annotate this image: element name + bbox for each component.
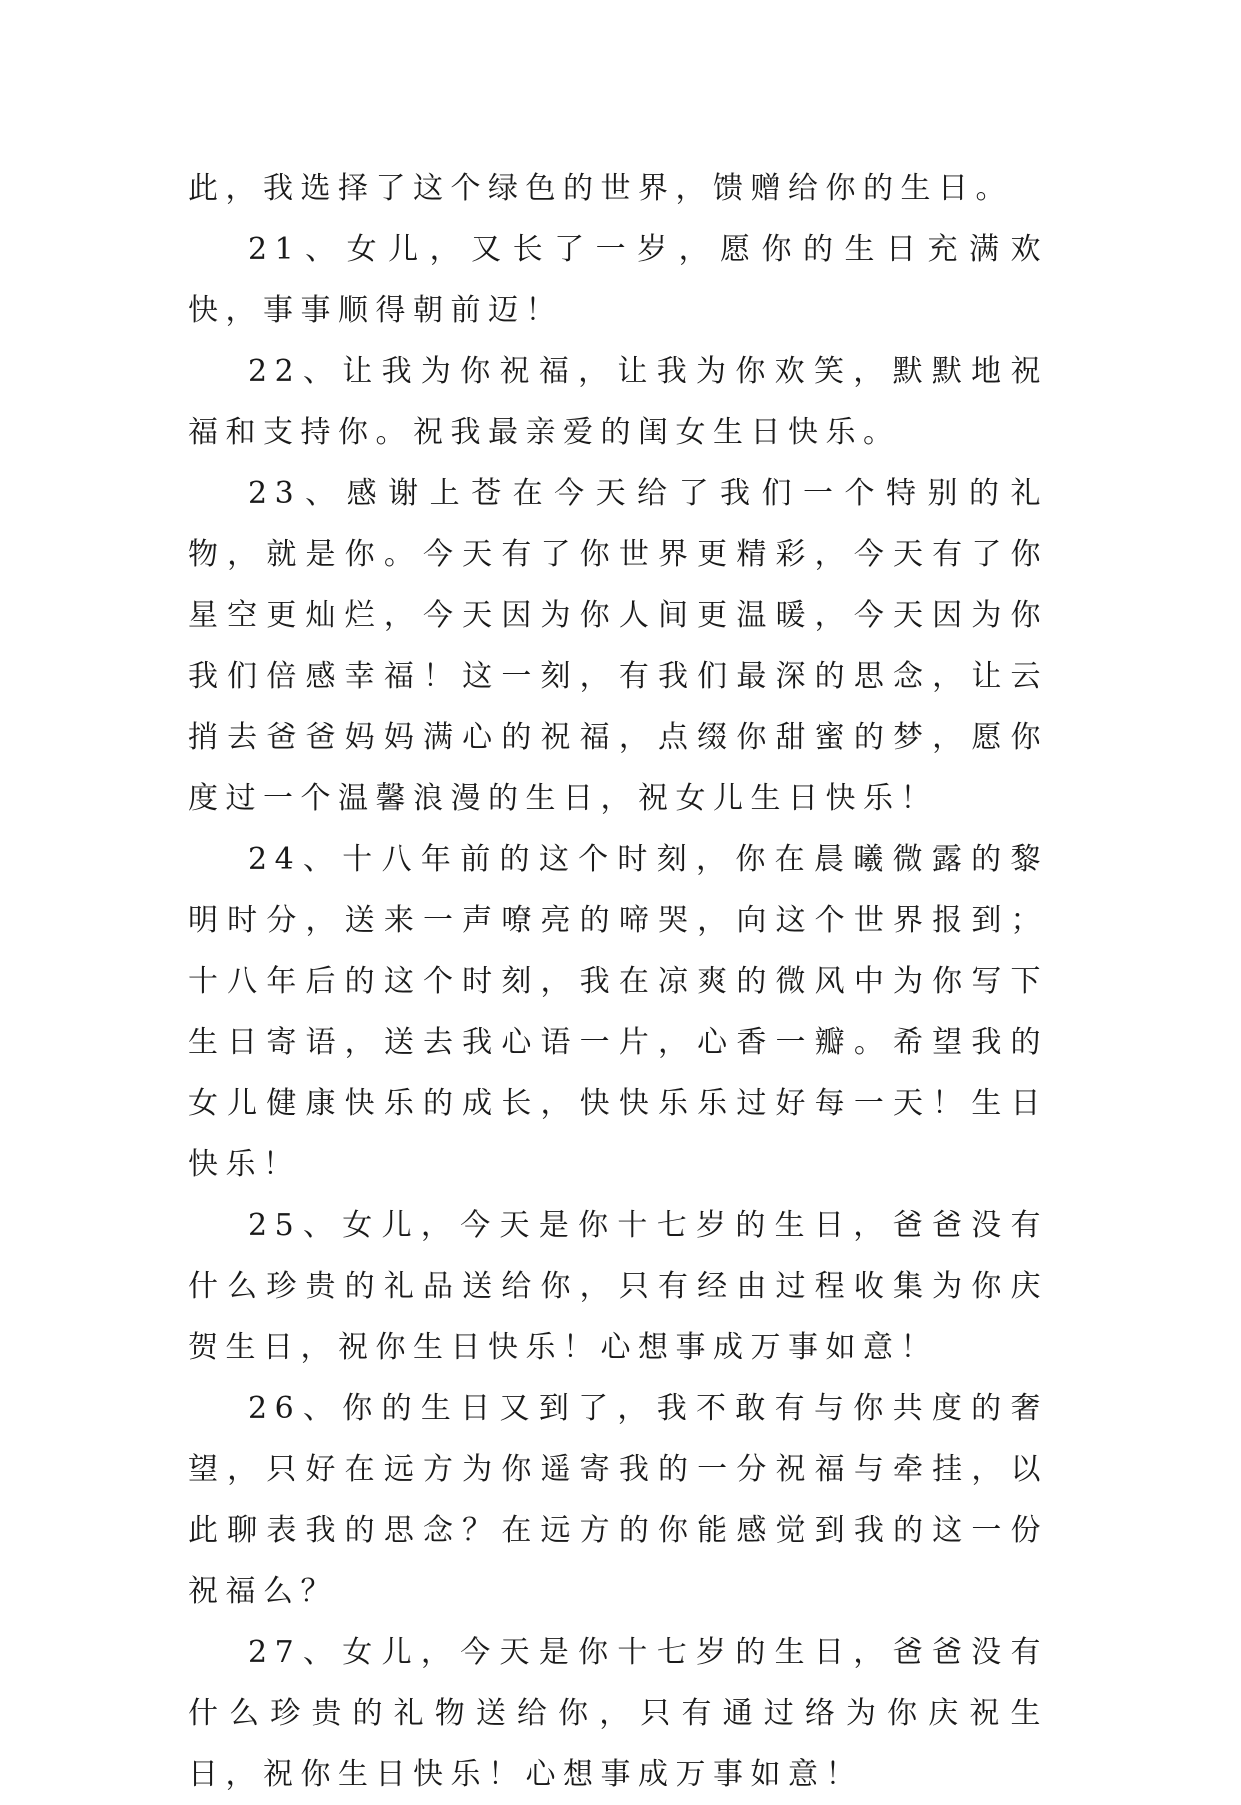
paragraph-26: 26、你的生日又到了，我不敢有与你共度的奢望，只好在远方为你遥寄我的一分祝福与牵挂，以此聊表我的思念？在远方的你能感觉到我的这一份祝福么？ — [188, 1391, 1048, 1609]
paragraph-25: 25、女儿，今天是你十七岁的生日，爸爸没有什么珍贵的礼品送给你，只有经由过程收集为你庆贺生日，祝你生日快乐！心想事成万事如意！ — [188, 1208, 1048, 1365]
paragraph-22: 22、让我为你祝福，让我为你欢笑，默默地祝福和支持你。祝我最亲爱的闺女生日快乐。 — [188, 354, 1048, 450]
paragraph-24: 24、十八年前的这个时刻，你在晨曦微露的黎明时分，送来一声嘹亮的啼哭，向这个世界报到；十八年后的这个时刻，我在凉爽的微风中为你写下生日寄语，送去我心语一片，心香一瓣。希望我的女儿健康快乐的成长，快快乐乐过好每一天！生日快乐！ — [188, 842, 1048, 1182]
paragraph-21: 21、女儿，又长了一岁，愿你的生日充满欢快，事事顺得朝前迈！ — [188, 232, 1048, 328]
paragraph-27: 27、女儿，今天是你十七岁的生日，爸爸没有什么珍贵的礼物送给你，只有通过络为你庆祝生日，祝你生日快乐！心想事成万事如意！ — [188, 1635, 1048, 1792]
paragraph-continuation: 此，我选择了这个绿色的世界，馈赠给你的生日。 — [188, 171, 1013, 206]
document-body — [188, 158, 1048, 1805]
paragraph-23: 23、感谢上苍在今天给了我们一个特别的礼物，就是你。今天有了你世界更精彩，今天有了你星空更灿烂，今天因为你人间更温暖，今天因为你我们倍感幸福！这一刻，有我们最深的思念，让云捎去爸爸妈妈满心的祝福，点缀你甜蜜的梦，愿你度过一个温馨浪漫的生日，祝女儿生日快乐！ — [188, 476, 1048, 816]
